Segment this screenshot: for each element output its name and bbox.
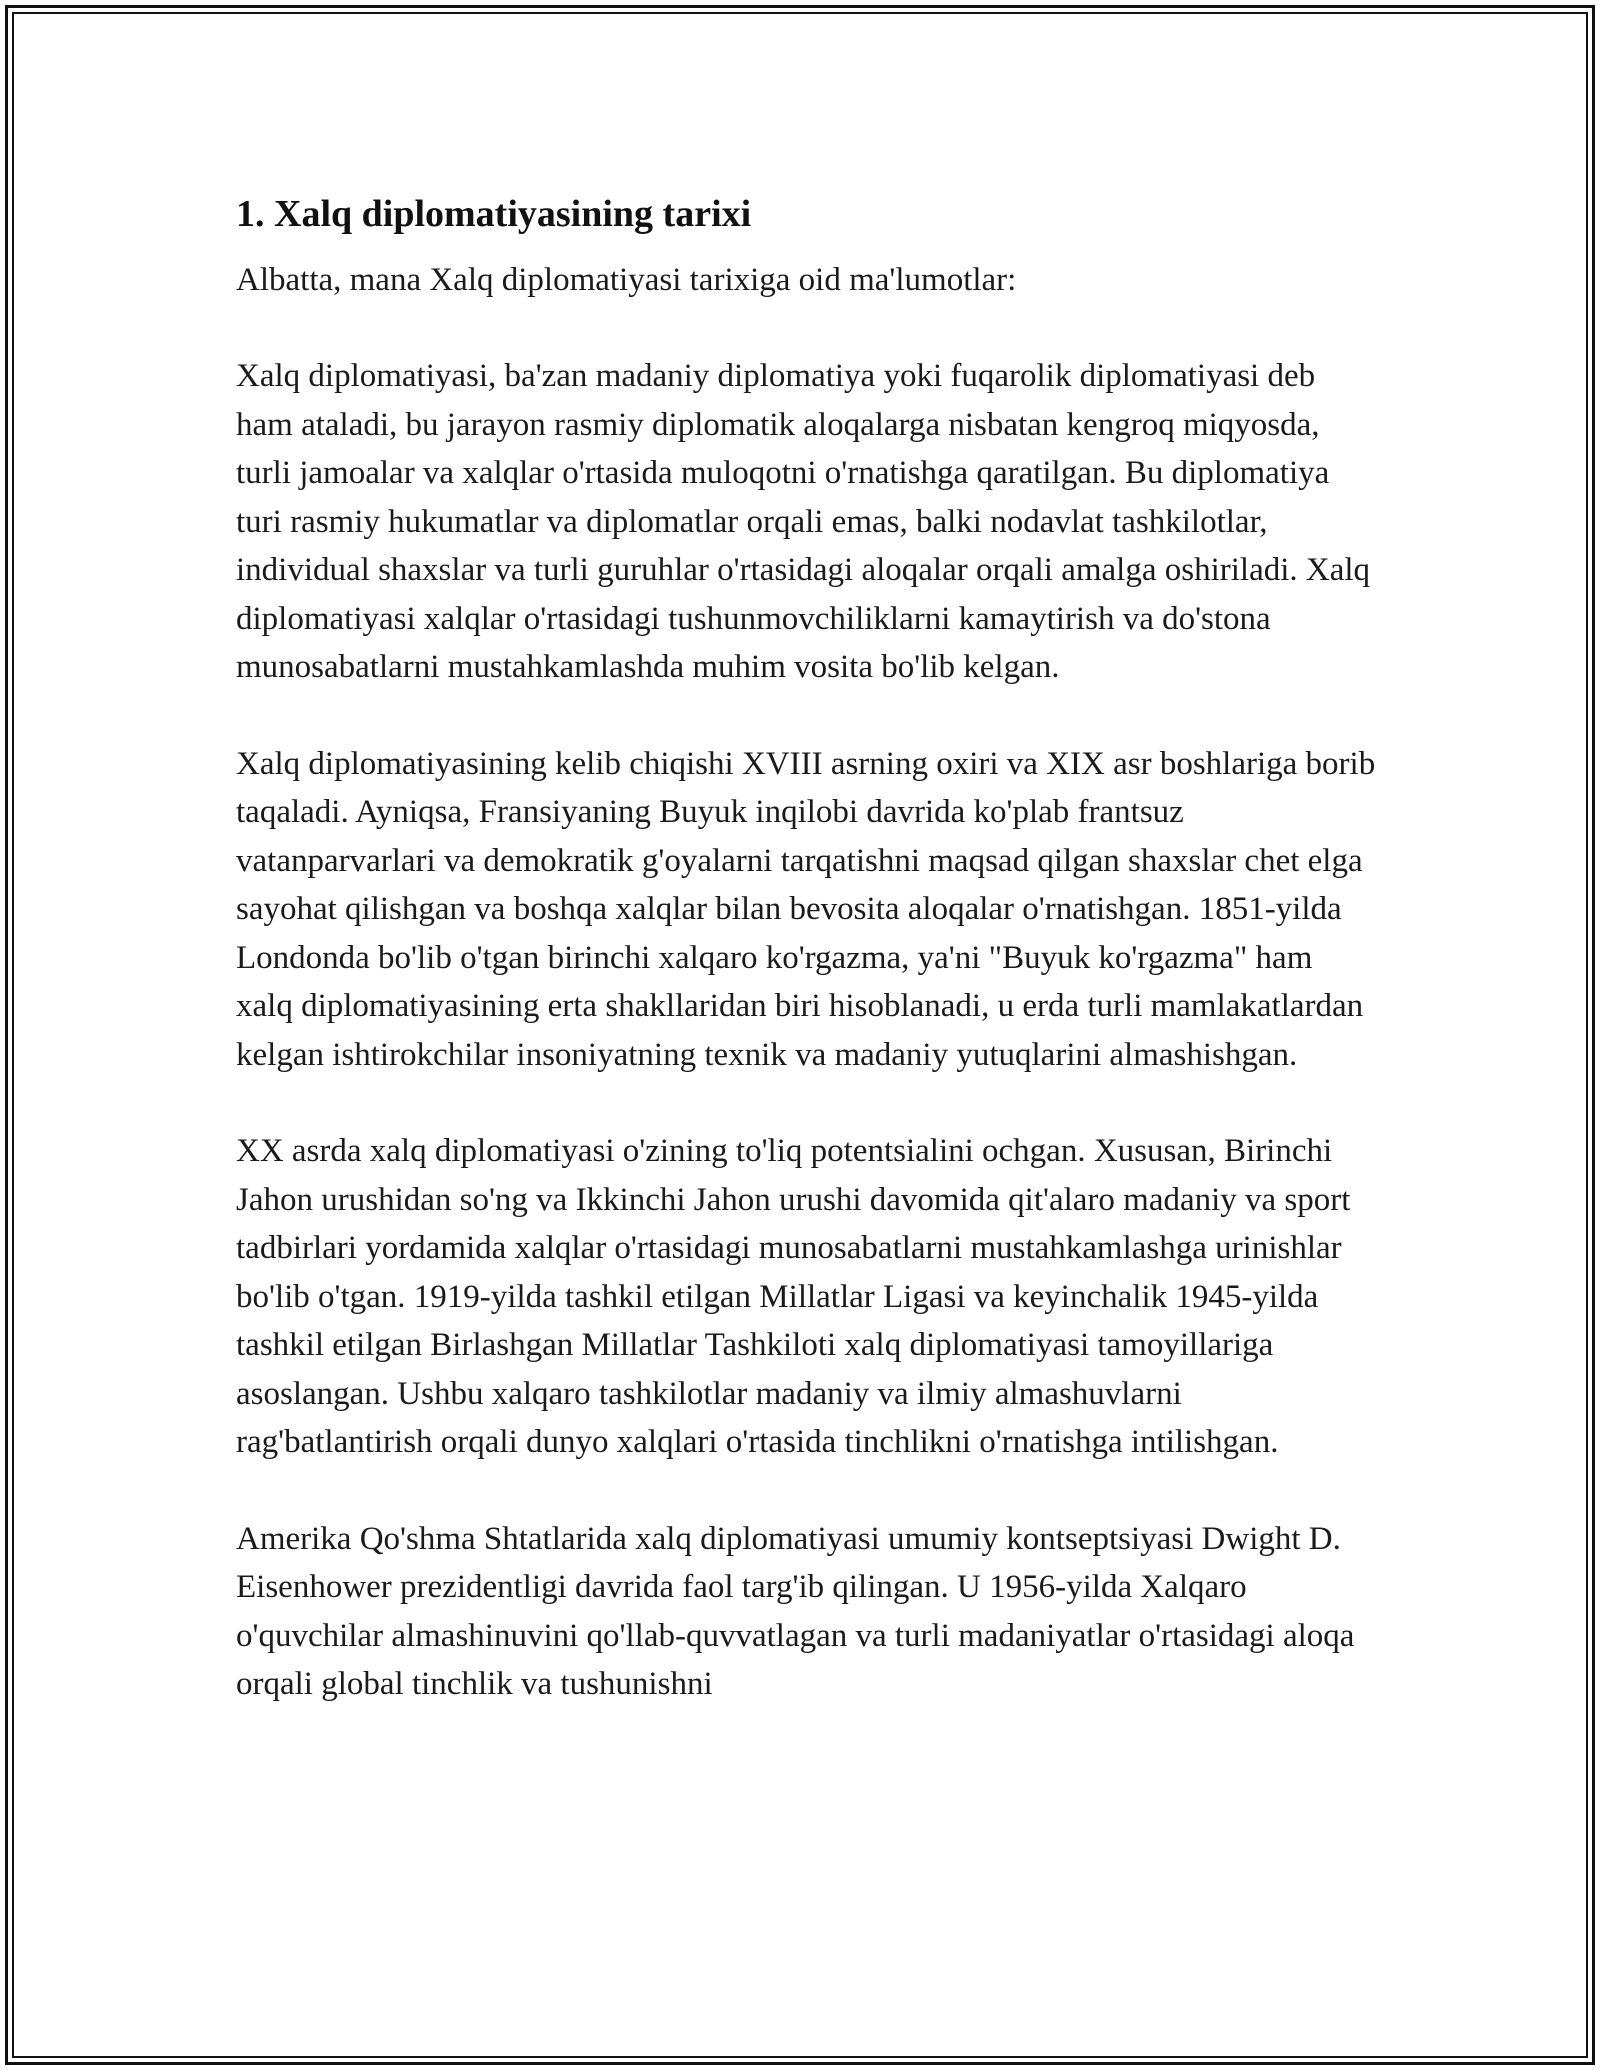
document-body [236, 186, 1376, 1757]
intro-text: Albatta, mana Xalq diplomatiyasi tarixiga oid ma'lumotlar: [236, 262, 1017, 298]
paragraph-3: XX asrda xalq diplomatiyasi o'zining to'liq potentsialini ochgan. Xususan, Birinchi Jahon urushidan so'ng va Ikkinchi Jahon urushi davomida qit'alaro madaniy va sport tadbirlari yordamida xalqlar o'rtasidagi munosabatlarni mustahkamlashga urinishlar bo'lib o'tgan. 1919-yilda tashkil etilgan Millatlar Ligasi va keyinchalik 1945-yilda tashkil etilgan Birlashgan Millatlar Tashkiloti xalq diplomatiyasi tamoyillariga asoslangan. Ushbu xalqaro tashkilotlar madaniy va ilmiy almashuvlarni rag'batlantirish orqali dunyo xalqlari o'rtasida tinchlikni o'rnatishga intilishgan. [236, 1133, 1351, 1460]
paragraph-1: Xalq diplomatiyasi, ba'zan madaniy diplomatiya yoki fuqarolik diplomatiyasi deb ham ataladi, bu jarayon rasmiy diplomatik aloqalarga nisbatan kengroq miqyosda, turli jamoalar va xalqlar o'rtasida muloqotni o'rnatishga qaratilgan. Bu diplomatiya turi rasmiy hukumatlar va diplomatlar orqali emas, balki nodavlat tashkilotlar, individual shaxslar va turli guruhlar o'rtasidagi aloqalar orqali amalga oshiriladi. Xalq diplomatiyasi xalqlar o'rtasidagi tushunmovchiliklarni kamaytirish va do'stona munosabatlarni mustahkamlashda muhim vosita bo'lib kelgan. [236, 358, 1371, 685]
section-title: 1. Xalq diplomatiyasining tarixi [236, 193, 752, 235]
paragraph-4: Amerika Qo'shma Shtatlarida xalq diplomatiyasi umumiy kontseptsiyasi Dwight D. Eisenhower prezidentligi davrida faol targ'ib qilingan. U 1956-yilda Xalqaro o'quvchilar almashinuvini qo'llab-quvvatlagan va turli madaniyatlar o'rtasidagi aloqa orqali global tinchlik va tushunishni [236, 1520, 1355, 1702]
paragraph-2: Xalq diplomatiyasining kelib chiqishi XVIII asrning oxiri va XIX asr boshlariga borib taqaladi. Ayniqsa, Fransiyaning Buyuk inqilobi davrida ko'plab frantsuz vatanparvarlari va demokratik g'oyalarni tarqatishni maqsad qilgan shaxslar chet elga sayohat qilishgan va boshqa xalqlar bilan bevosita aloqalar o'rnatishgan. 1851-yilda Londonda bo'lib o'tgan birinchi xalqaro ko'rgazma, ya'ni "Buyuk ko'rgazma" ham xalq diplomatiyasining erta shakllaridan biri hisoblanadi, u erda turli mamlakatlardan kelgan ishtirokchilar insoniyatning texnik va madaniy yutuqlarini almashishgan. [236, 745, 1376, 1073]
